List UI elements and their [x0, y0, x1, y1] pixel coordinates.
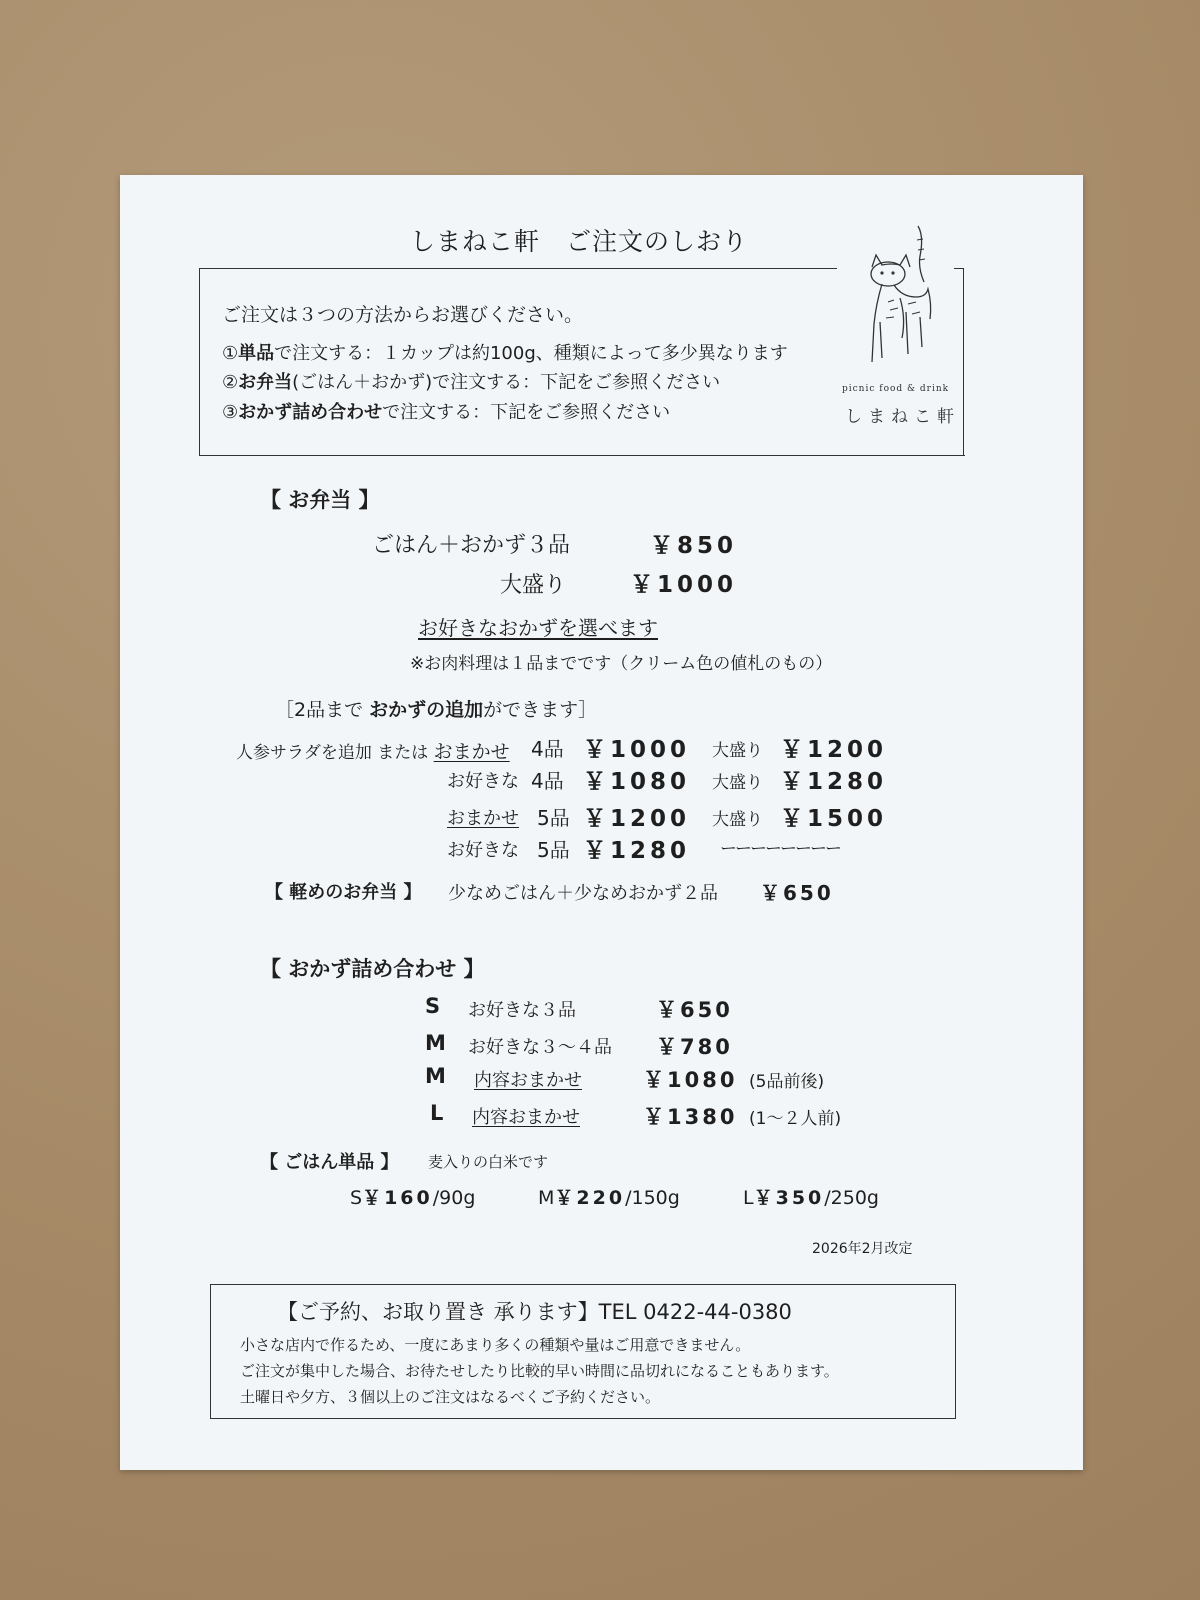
rice-m: M￥220/150g [538, 1187, 680, 1209]
reservation-line-3: 土曜日や夕方、３個以上のご注文はなるべくご予約ください。 [240, 1388, 661, 1406]
bento-base-price: ￥850 [650, 533, 738, 559]
addon-row-2-count: 4品 [531, 769, 564, 793]
addon-row-1-large-price: ￥1200 [780, 737, 888, 763]
addon-row-2-label: お好きな [447, 771, 519, 792]
addon-heading: ［2品まで おかずの追加ができます］ [275, 699, 598, 721]
addon-row-3-label: おまかせ [447, 808, 519, 829]
revision-date: 2026年2月改定 [812, 1241, 913, 1257]
addon-row-3-large: 大盛り [712, 810, 763, 830]
intro-box-corner [954, 268, 964, 269]
bento-note: ※お肉料理は１品までです（クリーム色の値札のもの） [410, 654, 833, 674]
addon-row-1-price: ￥1000 [583, 737, 691, 763]
assort-3-desc: 内容おまかせ [474, 1070, 582, 1091]
option-3: ③おかず詰め合わせで注文する：下記をご参照ください [222, 402, 671, 423]
bento-large-label: 大盛り [500, 573, 567, 598]
addon-row-3-large-price: ￥1500 [780, 806, 888, 832]
assort-1-desc: お好きな３品 [468, 1000, 576, 1021]
reservation-heading: 【ご予約、お取り置き 承ります】TEL 0422-44-0380 [277, 1300, 792, 1324]
assort-2-price: ￥780 [656, 1035, 733, 1059]
rice-s: S￥160/90g [350, 1187, 476, 1209]
addon-row-4-price: ￥1280 [583, 838, 691, 864]
light-bento-heading: 【 軽めのお弁当 】 [265, 882, 422, 903]
rice-l: L￥350/250g [743, 1187, 879, 1209]
intro-box-right [963, 268, 964, 455]
addon-row-4-label: お好きな [447, 840, 519, 861]
addon-row-1-label: 人参サラダを追加 または おまかせ [236, 741, 510, 763]
light-bento-desc: 少なめごはん＋少なめおかず２品 [448, 883, 718, 904]
intro-lead: ご注文は３つの方法からお選びください。 [222, 304, 584, 326]
bento-choose: お好きなおかずを選べます [418, 616, 658, 640]
addon-row-2-price: ￥1080 [583, 769, 691, 795]
assort-3-size: M [425, 1064, 446, 1088]
assort-3-note: (5品前後) [749, 1072, 825, 1092]
assort-heading: 【 おかず詰め合わせ 】 [260, 957, 485, 981]
addon-row-1-large: 大盛り [712, 741, 763, 761]
addon-row-2-large-price: ￥1280 [780, 769, 888, 795]
assort-4-note: (1～２人前) [749, 1109, 842, 1129]
assort-4-price: ￥1380 [643, 1105, 738, 1129]
reservation-line-1: 小さな店内で作るため、一度にあまり多くの種類や量はご用意できません。 [240, 1336, 751, 1354]
assort-3-price: ￥1080 [643, 1068, 738, 1092]
option-1: ①単品で注文する：１カップは約100g、種類によって多少異なります [222, 343, 788, 364]
assort-2-desc: お好きな３～４品 [468, 1037, 612, 1058]
rice-desc: 麦入りの白米です [428, 1153, 549, 1171]
assort-4-desc: 内容おまかせ [472, 1107, 580, 1128]
rice-heading: 【 ごはん単品 】 [260, 1152, 399, 1173]
logo-tagline: picnic food & drink [842, 384, 950, 394]
logo-name: しまねこ軒 [845, 407, 960, 427]
addon-row-4-count: 5品 [537, 838, 570, 862]
addon-row-3-price: ￥1200 [583, 806, 691, 832]
bento-large-price: ￥1000 [630, 572, 738, 598]
addon-row-3-count: 5品 [537, 806, 570, 830]
assort-1-size: S [425, 994, 441, 1018]
assort-2-size: M [425, 1031, 446, 1055]
addon-row-2-large: 大盛り [712, 773, 763, 793]
addon-row-4-dash: ーーーーーーーー [720, 839, 840, 859]
reservation-line-2: ご注文が集中した場合、お待たせしたり比較的早い時間に品切れになることもあります。 [240, 1362, 839, 1380]
bento-base-label: ごはん＋おかず３品 [372, 533, 571, 558]
bento-heading: 【 お弁当 】 [260, 488, 380, 512]
option-2: ②お弁当(ごはん＋おかず)で注文する：下記をご参照ください [222, 372, 721, 393]
assort-1-price: ￥650 [656, 998, 733, 1022]
light-bento-price: ￥650 [760, 881, 834, 905]
assort-4-size: L [430, 1101, 444, 1125]
addon-row-1-count: 4品 [531, 737, 564, 761]
page-title: しまねこ軒 ご注文のしおり [410, 227, 749, 256]
cat-icon [860, 222, 940, 367]
